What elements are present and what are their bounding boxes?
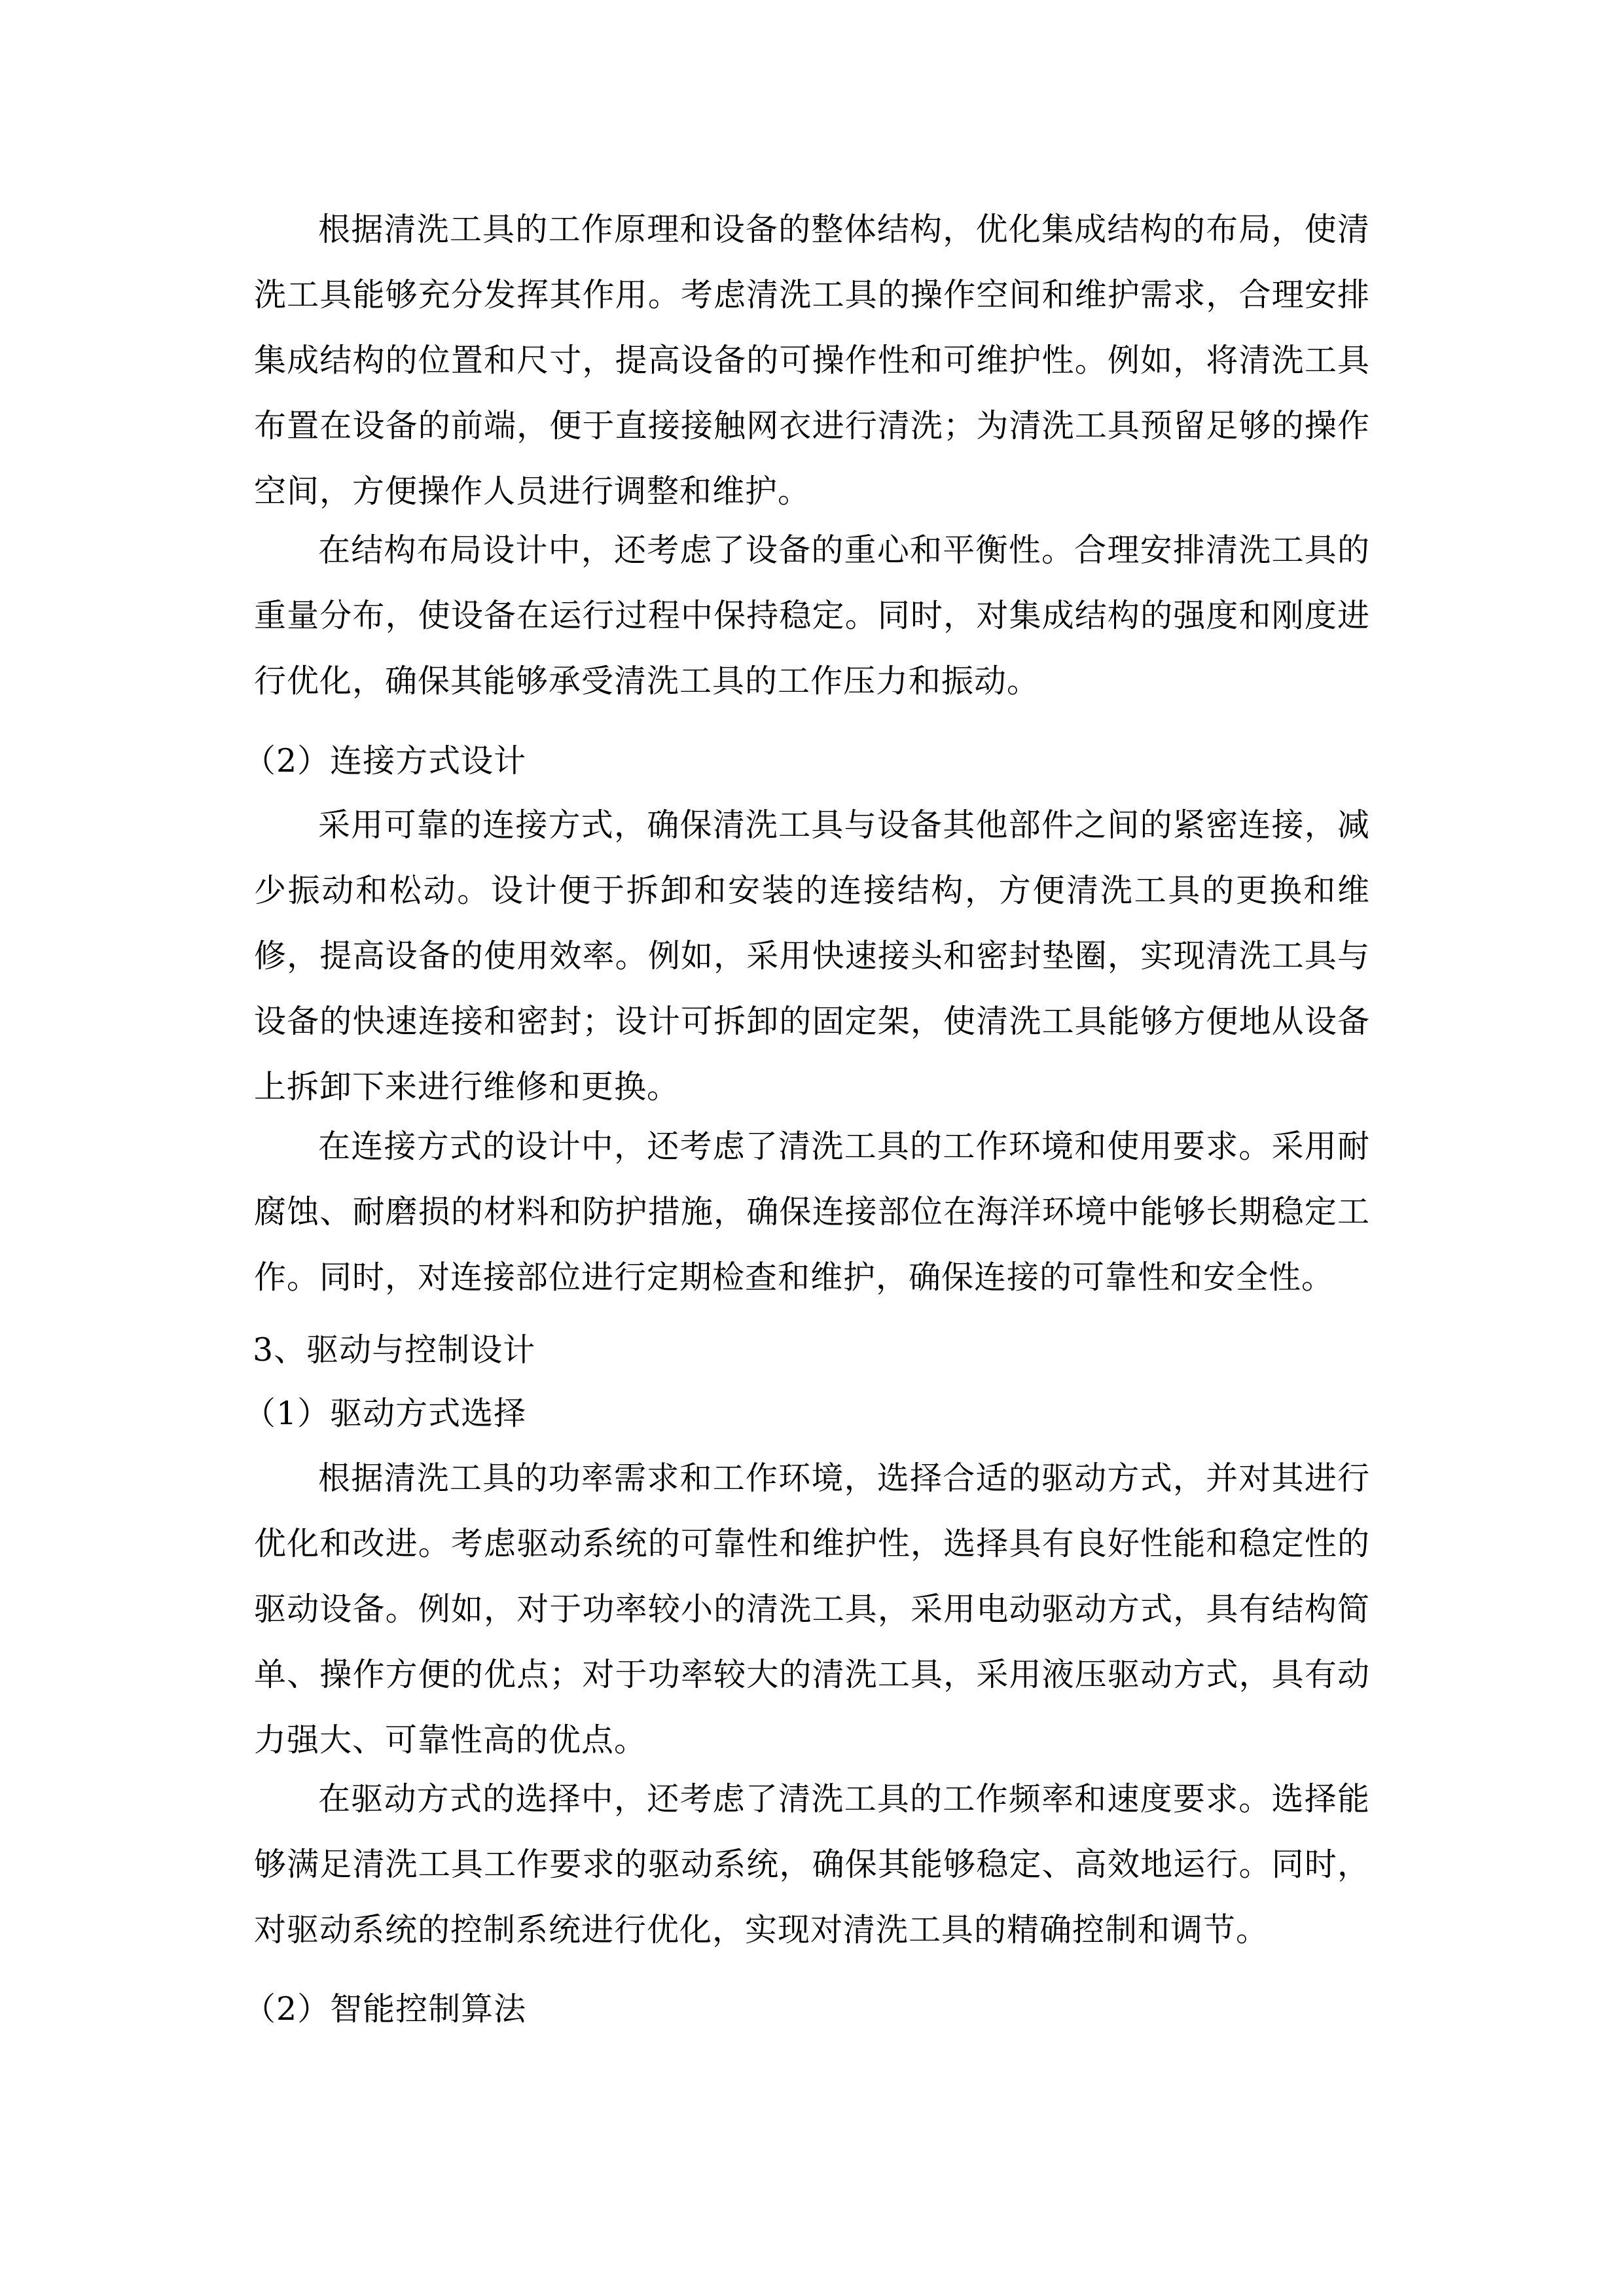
heading-connection-design: （2）连接方式设计 — [244, 742, 527, 780]
paragraph-connection-environment: 在连接方式的设计中，还考虑了清洗工具的工作环境和使用要求。采用耐腐蚀、耐磨损的材料和防护措施，确保连接部位在海洋环境中能够长期稳定工作。同时，对连接部位进行定期检查和维护，确保连接的可靠性和安全性。 — [254, 1128, 1370, 1296]
heading-drive-selection: （1）驱动方式选择 — [244, 1395, 527, 1432]
heading-drive-control: 3、驱动与控制设计 — [253, 1331, 536, 1369]
paragraph-integration-layout: 根据清洗工具的工作原理和设备的整体结构，优化集成结构的布局，使清洗工具能够充分发挥其作用。考虑清洗工具的操作空间和维护需求，合理安排集成结构的位置和尺寸，提高设备的可操作性和可维护性。例如，将清洗工具布置在设备的前端，便于直接接触网衣进行清洗；为清洗工具预留足够的操作空间，方便操作人员进行调整和维护。 — [254, 211, 1370, 510]
paragraph-connection-method: 采用可靠的连接方式，确保清洗工具与设备其他部件之间的紧密连接，减少振动和松动。设计便于拆卸和安装的连接结构，方便清洗工具的更换和维修，提高设备的使用效率。例如，采用快速接头和密封垫圈，实现清洗工具与设备的快速连接和密封；设计可拆卸的固定架，使清洗工具能够方便地从设备上拆卸下来进行维修和更换。 — [254, 806, 1370, 1105]
paragraph-drive-frequency: 在驱动方式的选择中，还考虑了清洗工具的工作频率和速度要求。选择能够满足清洗工具工作要求的驱动系统，确保其能够稳定、高效地运行。同时，对驱动系统的控制系统进行优化，实现对清洗工具的精确控制和调节。 — [254, 1780, 1370, 1948]
heading-intelligent-control: （2）智能控制算法 — [244, 1990, 527, 2028]
paragraph-drive-method: 根据清洗工具的功率需求和工作环境，选择合适的驱动方式，并对其进行优化和改进。考虑驱动系统的可靠性和维护性，选择具有良好性能和稳定性的驱动设备。例如，对于功率较小的清洗工具，采用电动驱动方式，具有结构简单、操作方便的优点；对于功率较大的清洗工具，采用液压驱动方式，具有动力强大、可靠性高的优点。 — [254, 1460, 1370, 1759]
paragraph-balance: 在结构布局设计中，还考虑了设备的重心和平衡性。合理安排清洗工具的重量分布，使设备在运行过程中保持稳定。同时，对集成结构的强度和刚度进行优化，确保其能够承受清洗工具的工作压力和振动。 — [254, 531, 1370, 700]
